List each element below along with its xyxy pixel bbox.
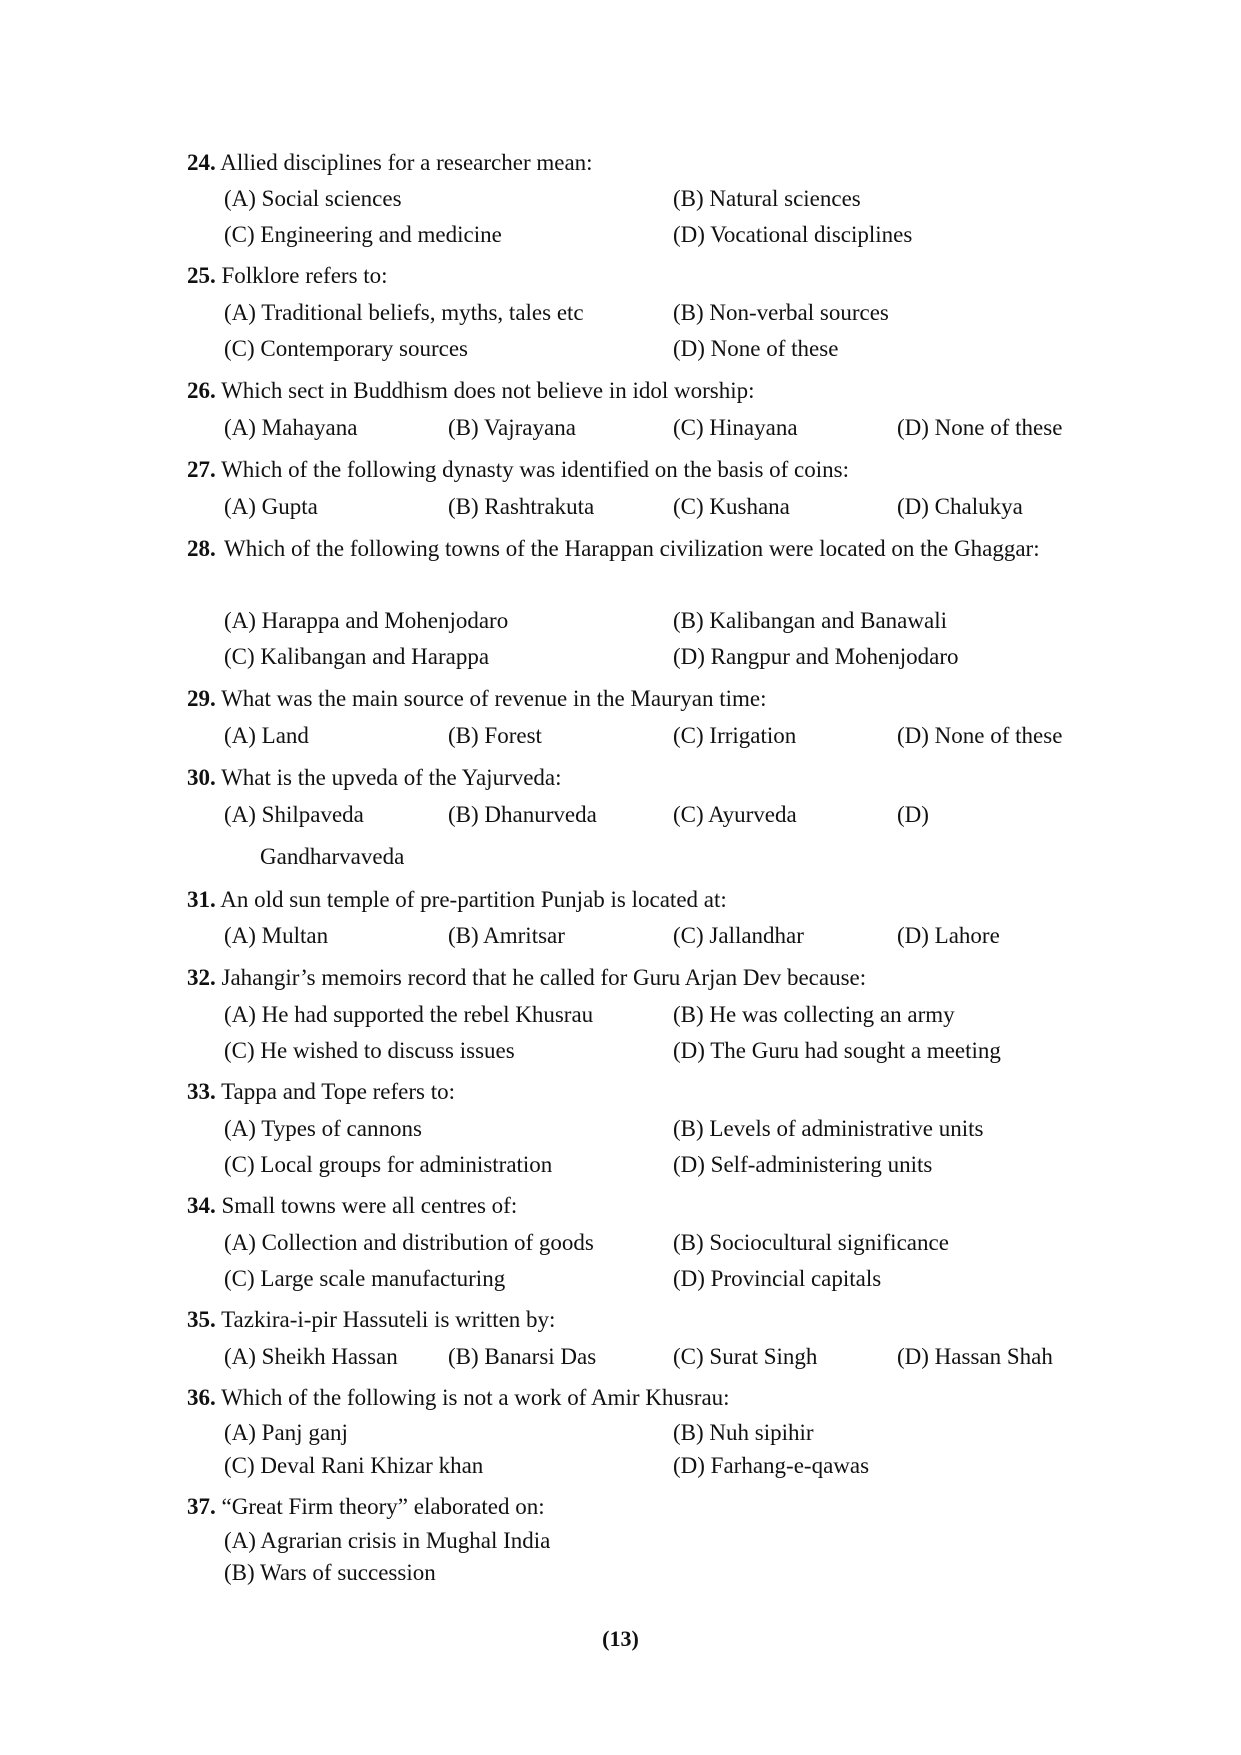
page-number: (13) bbox=[602, 1626, 639, 1651]
option-a: (A) Traditional beliefs, myths, tales etc bbox=[224, 300, 584, 325]
question-37 bbox=[187, 1489, 1092, 1524]
option-b: (B) Forest bbox=[448, 723, 542, 748]
option-d: (D) bbox=[897, 802, 929, 827]
option-a: (A) Panj ganj bbox=[224, 1420, 348, 1445]
option-b: (B) Amritsar bbox=[448, 923, 565, 948]
question-number: 32. bbox=[187, 965, 216, 990]
question-number: 36. bbox=[187, 1385, 216, 1410]
option-c: (C) Large scale manufacturing bbox=[224, 1266, 506, 1291]
option-b: (B) Kalibangan and Banawali bbox=[673, 608, 947, 633]
option-c: (C) He wished to discuss issues bbox=[224, 1038, 515, 1063]
question-text: Which of the following dynasty was identified on the basis of coins: bbox=[221, 457, 850, 482]
question-29 bbox=[187, 681, 1092, 716]
question-number: 25. bbox=[187, 263, 216, 288]
option-d: (D) None of these bbox=[897, 415, 1063, 440]
question-31 bbox=[187, 882, 1092, 917]
question-text: Small towns were all centres of: bbox=[221, 1193, 518, 1218]
question-number: 33. bbox=[187, 1079, 216, 1104]
option-c: (C) Jallandhar bbox=[673, 923, 804, 948]
option-a: (A) Collection and distribution of goods bbox=[224, 1230, 594, 1255]
question-number: 37. bbox=[187, 1494, 216, 1519]
question-text: Which sect in Buddhism does not believe in idol worship: bbox=[221, 378, 755, 403]
question-number: 28. bbox=[187, 536, 216, 561]
option-a: (A) Agrarian crisis in Mughal India bbox=[224, 1528, 551, 1553]
option-d: (D) Self-administering units bbox=[673, 1152, 933, 1177]
question-text: Tazkira-i-pir Hassuteli is written by: bbox=[221, 1307, 556, 1332]
option-a: (A) Social sciences bbox=[224, 186, 402, 211]
option-c: (C) Ayurveda bbox=[673, 802, 797, 827]
question-25 bbox=[187, 258, 1092, 293]
option-b: (B) Natural sciences bbox=[673, 186, 861, 211]
option-d: (D) The Guru had sought a meeting bbox=[673, 1038, 1001, 1063]
option-a: (A) Types of cannons bbox=[224, 1116, 422, 1141]
question-number: 27. bbox=[187, 457, 216, 482]
option-c: (C) Surat Singh bbox=[673, 1344, 818, 1369]
question-35 bbox=[187, 1302, 1092, 1337]
question-26 bbox=[187, 373, 1092, 408]
question-34 bbox=[187, 1188, 1092, 1223]
option-b: (B) Levels of administrative units bbox=[673, 1116, 984, 1141]
question-number: 30. bbox=[187, 765, 216, 790]
option-b: (B) Rashtrakuta bbox=[448, 494, 595, 519]
question-28 bbox=[187, 531, 1092, 566]
option-d-continuation: Gandharvaveda bbox=[260, 844, 405, 869]
question-text: Tappa and Tope refers to: bbox=[221, 1079, 456, 1104]
option-d: (D) Hassan Shah bbox=[897, 1344, 1053, 1369]
option-b: (B) Banarsi Das bbox=[448, 1344, 597, 1369]
question-number: 29. bbox=[187, 686, 216, 711]
question-number: 31. bbox=[187, 887, 216, 912]
option-a: (A) Shilpaveda bbox=[224, 802, 364, 827]
question-number: 24. bbox=[187, 150, 216, 175]
option-a: (A) Multan bbox=[224, 923, 329, 948]
question-24 bbox=[187, 145, 1092, 180]
option-d: (D) Lahore bbox=[897, 923, 1000, 948]
option-a: (A) Sheikh Hassan bbox=[224, 1344, 398, 1369]
question-number: 34. bbox=[187, 1193, 216, 1218]
option-b: (B) Dhanurveda bbox=[448, 802, 597, 827]
option-b: (B) He was collecting an army bbox=[673, 1002, 955, 1027]
option-a: (A) He had supported the rebel Khusrau bbox=[224, 1002, 594, 1027]
question-text: What is the upveda of the Yajurveda: bbox=[221, 765, 562, 790]
option-b: (B) Non-verbal sources bbox=[673, 300, 889, 325]
option-d: (D) Farhang-e-qawas bbox=[673, 1453, 870, 1478]
question-text: Jahangir’s memoirs record that he called for Guru Arjan Dev because: bbox=[221, 965, 867, 990]
question-27 bbox=[187, 452, 1092, 487]
option-b: (B) Sociocultural significance bbox=[673, 1230, 949, 1255]
question-33 bbox=[187, 1074, 1092, 1109]
option-c: (C) Deval Rani Khizar khan bbox=[224, 1453, 484, 1478]
option-c: (C) Contemporary sources bbox=[224, 336, 468, 361]
option-a: (A) Land bbox=[224, 723, 309, 748]
option-d: (D) Vocational disciplines bbox=[673, 222, 913, 247]
question-text: Folklore refers to: bbox=[221, 263, 388, 288]
option-a: (A) Gupta bbox=[224, 494, 318, 519]
question-text: “Great Firm theory” elaborated on: bbox=[221, 1494, 545, 1519]
question-text: What was the main source of revenue in the Mauryan time: bbox=[221, 686, 767, 711]
option-c: (C) Irrigation bbox=[673, 723, 797, 748]
option-d: (D) Provincial capitals bbox=[673, 1266, 882, 1291]
option-d: (D) Chalukya bbox=[897, 494, 1023, 519]
question-text: Allied disciplines for a researcher mean: bbox=[220, 150, 593, 175]
option-a: (A) Harappa and Mohenjodaro bbox=[224, 608, 509, 633]
option-c: (C) Kushana bbox=[673, 494, 790, 519]
option-c: (C) Local groups for administration bbox=[224, 1152, 553, 1177]
option-b: (B) Nuh sipihir bbox=[673, 1420, 814, 1445]
option-c: (C) Engineering and medicine bbox=[224, 222, 502, 247]
option-a: (A) Mahayana bbox=[224, 415, 358, 440]
question-text: An old sun temple of pre-partition Punjab is located at: bbox=[220, 887, 727, 912]
option-d: (D) None of these bbox=[673, 336, 839, 361]
question-text: Which of the following is not a work of Amir Khusrau: bbox=[221, 1385, 730, 1410]
question-number: 26. bbox=[187, 378, 216, 403]
question-30 bbox=[187, 760, 1092, 795]
option-d: (D) Rangpur and Mohenjodaro bbox=[673, 644, 959, 669]
option-b: (B) Vajrayana bbox=[448, 415, 576, 440]
option-c: (C) Hinayana bbox=[673, 415, 798, 440]
option-b: (B) Wars of succession bbox=[224, 1560, 436, 1585]
option-c: (C) Kalibangan and Harappa bbox=[224, 644, 490, 669]
question-text: Which of the following towns of the Harappan civilization were located on the Ghaggar: bbox=[224, 536, 1040, 561]
option-d: (D) None of these bbox=[897, 723, 1063, 748]
question-36 bbox=[187, 1380, 1092, 1415]
question-number: 35. bbox=[187, 1307, 216, 1332]
question-32 bbox=[187, 960, 1092, 995]
